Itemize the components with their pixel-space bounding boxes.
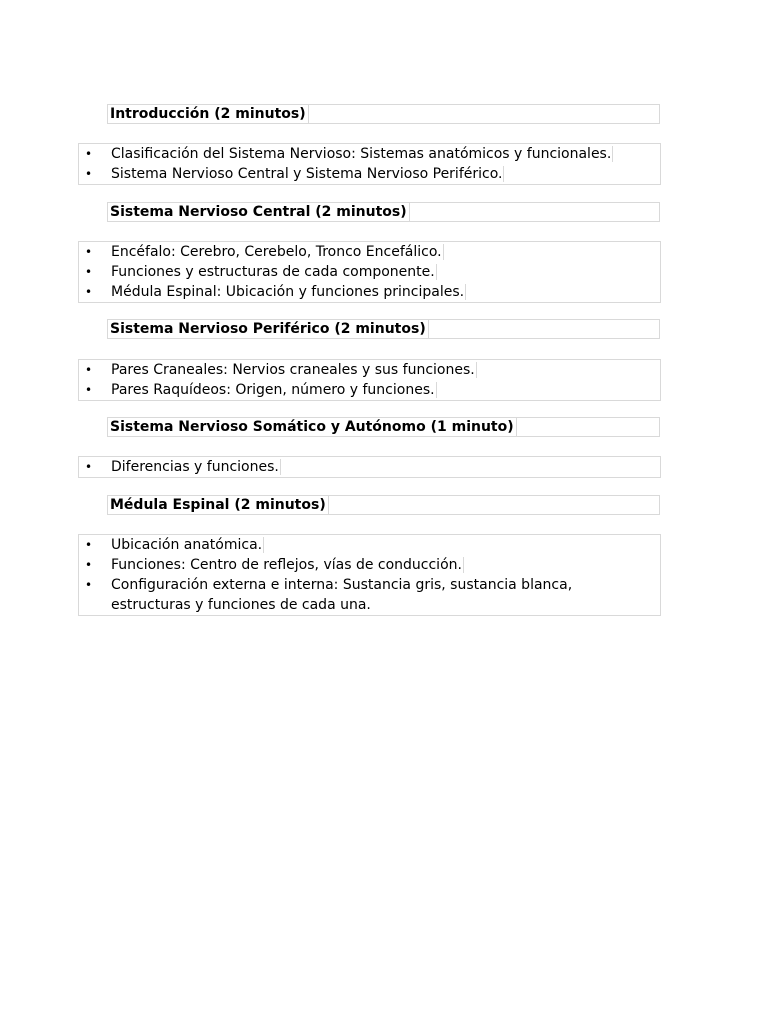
bullet-list	[78, 359, 661, 401]
list-item-text: Ubicación anatómica.	[111, 537, 263, 553]
section-heading-box	[107, 417, 660, 437]
list-item-text: Funciones: Centro de reflejos, vías de conducción.	[111, 557, 462, 573]
list-item-text: Sistema Nervioso Central y Sistema Nervioso Periférico.	[111, 166, 503, 182]
section-heading: Sistema Nervioso Periférico (2 minutos)	[108, 320, 429, 339]
list-item	[79, 144, 660, 164]
list-item	[79, 262, 660, 282]
section-heading-box	[107, 202, 660, 222]
list-item	[79, 380, 660, 400]
section-heading-box	[107, 319, 660, 339]
list-item	[79, 282, 660, 302]
bullet-icon: •	[85, 460, 93, 474]
list-item-text: Clasificación del Sistema Nervioso: Sistemas anatómicos y funcionales.	[111, 146, 612, 162]
list-item-text: Configuración externa e interna: Sustancia gris, sustancia blanca, estructuras y funciones de cada una.	[111, 577, 573, 613]
list-item	[79, 242, 660, 262]
list-item	[79, 555, 660, 575]
bullet-icon: •	[85, 363, 93, 377]
section-heading-box	[107, 495, 660, 515]
list-item	[79, 457, 660, 477]
section-heading-box	[107, 104, 660, 124]
bullet-icon: •	[85, 558, 93, 572]
bullet-icon: •	[85, 167, 93, 181]
list-item	[79, 535, 660, 555]
list-item-text: Médula Espinal: Ubicación y funciones principales.	[111, 284, 465, 300]
list-item	[79, 164, 660, 184]
bullet-icon: •	[85, 285, 93, 299]
bullet-icon: •	[85, 245, 93, 259]
list-item-text: Pares Craneales: Nervios craneales y sus funciones.	[111, 362, 475, 378]
bullet-icon: •	[85, 383, 93, 397]
bullet-list	[78, 241, 661, 303]
list-item-text: Pares Raquídeos: Origen, número y funciones.	[111, 382, 435, 398]
bullet-list	[78, 534, 661, 616]
bullet-list	[78, 143, 661, 185]
list-item-text: Encéfalo: Cerebro, Cerebelo, Tronco Encefálico.	[111, 244, 442, 260]
list-item-text: Diferencias y funciones.	[111, 459, 279, 475]
section-heading: Sistema Nervioso Somático y Autónomo (1 minuto)	[108, 418, 517, 437]
bullet-icon: •	[85, 147, 93, 161]
list-item-text: Funciones y estructuras de cada componente.	[111, 264, 435, 280]
bullet-icon: •	[85, 538, 93, 552]
section-heading: Introducción (2 minutos)	[108, 105, 309, 124]
bullet-list	[78, 456, 661, 478]
list-item	[79, 360, 660, 380]
bullet-icon: •	[85, 265, 93, 279]
list-item	[79, 575, 660, 615]
section-heading: Sistema Nervioso Central (2 minutos)	[108, 203, 410, 222]
bullet-icon: •	[85, 578, 93, 592]
section-heading: Médula Espinal (2 minutos)	[108, 496, 329, 515]
